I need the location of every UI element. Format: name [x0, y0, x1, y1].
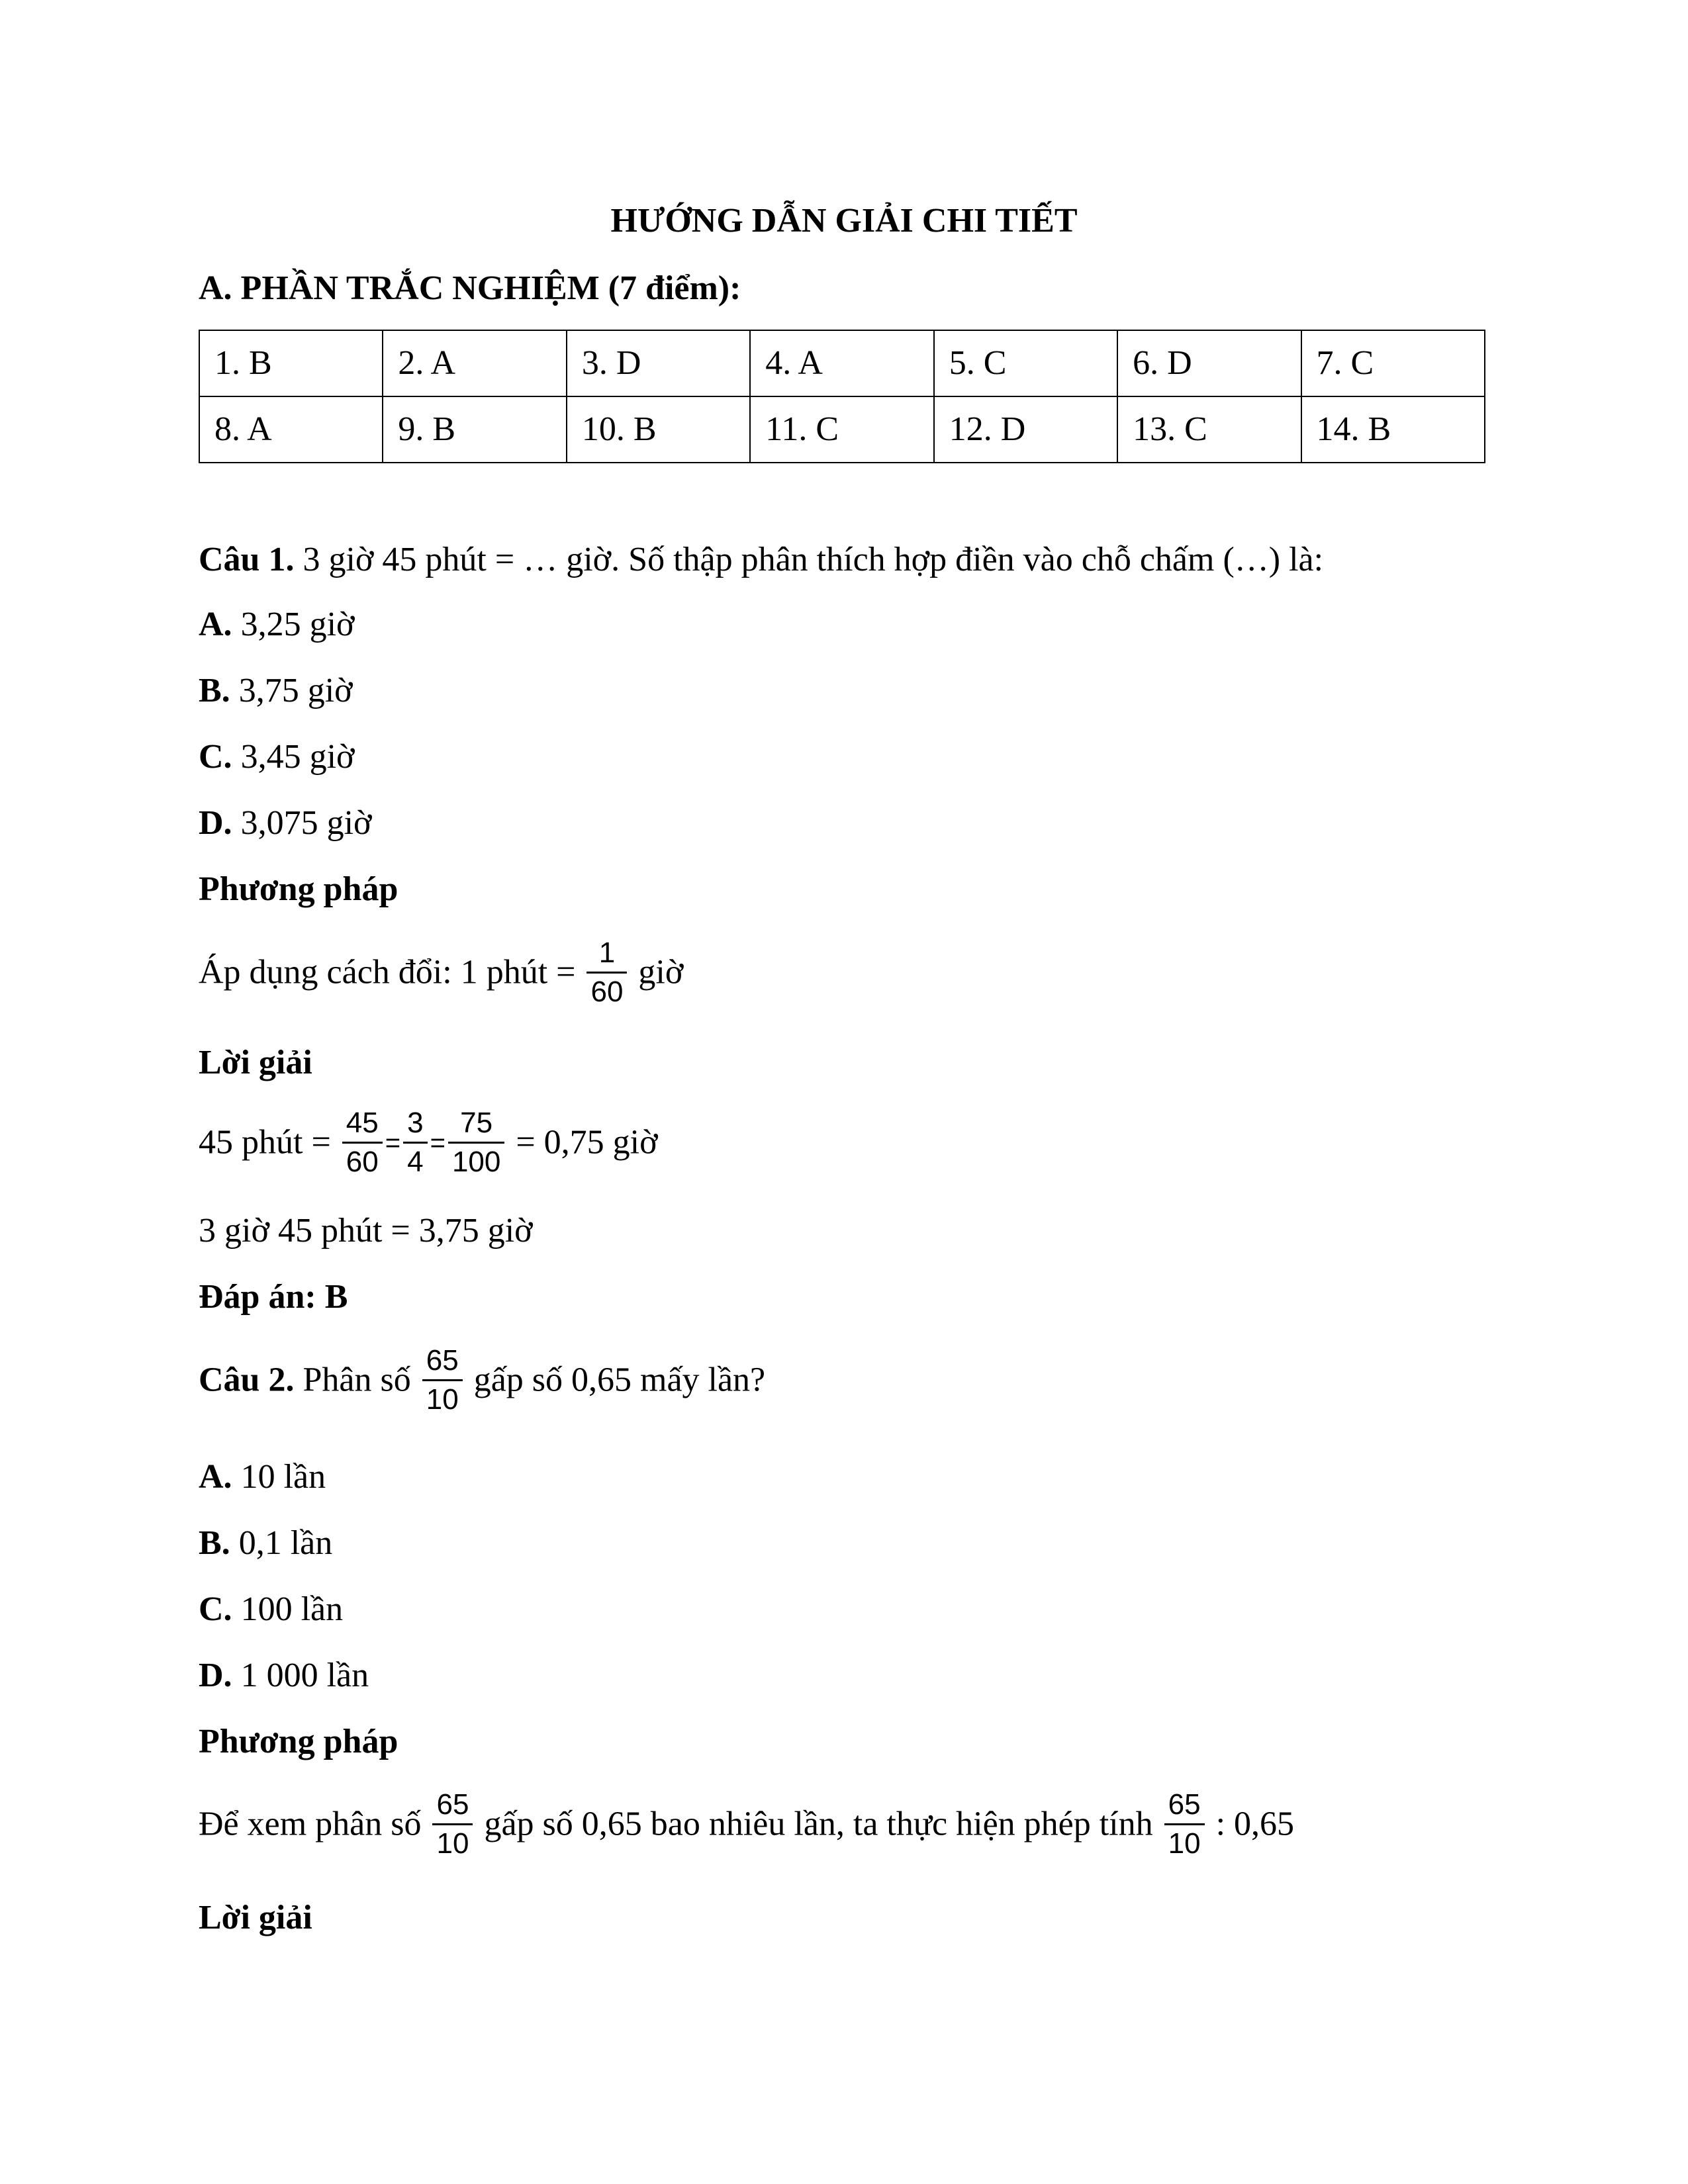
question-2-text: gấp số 0,65 mấy lần? — [473, 1361, 766, 1399]
table-cell: 2. A — [383, 330, 566, 396]
fraction — [403, 1109, 427, 1177]
page-title: HƯỚNG DẪN GIẢI CHI TIẾT — [610, 202, 1078, 240]
fraction-denominator: 10 — [436, 1827, 469, 1860]
table-cell: 14. B — [1301, 396, 1485, 463]
q1-option-b — [199, 674, 353, 708]
table-row — [199, 330, 1485, 396]
fraction-numerator: 45 — [342, 1109, 383, 1144]
option-letter: D. — [199, 1657, 232, 1694]
equals-sign: = — [430, 1128, 445, 1158]
option-text: 10 lần — [240, 1458, 326, 1496]
fraction-numerator: 65 — [422, 1346, 463, 1381]
question-2-label: Câu 2. — [199, 1361, 295, 1399]
table-cell: 7. C — [1301, 330, 1485, 396]
solution-text: 45 phút = — [199, 1123, 331, 1161]
question-1-label: Câu 1. — [199, 541, 295, 578]
q1-method-heading: Phương pháp — [199, 870, 399, 908]
option-letter: D. — [199, 804, 232, 842]
question-1 — [199, 543, 1323, 577]
fraction-numerator: 65 — [432, 1790, 473, 1825]
q1-method-line — [199, 938, 683, 1007]
option-letter: C. — [199, 1590, 232, 1628]
fraction — [422, 1346, 463, 1414]
table-cell: 12. D — [934, 396, 1117, 463]
q2-option-a — [199, 1460, 326, 1494]
q1-answer: Đáp án: B — [199, 1278, 348, 1316]
option-text: 3,075 giờ — [240, 804, 372, 842]
fraction — [448, 1109, 504, 1177]
fraction — [432, 1790, 473, 1858]
table-cell: 10. B — [567, 396, 750, 463]
q1-option-c — [199, 740, 355, 774]
solution-text: = 0,75 giờ — [516, 1123, 658, 1161]
method-text: giờ — [638, 953, 684, 991]
table-cell: 5. C — [934, 330, 1117, 396]
method-text: : 0,65 — [1215, 1805, 1295, 1843]
option-letter: B. — [199, 1524, 230, 1562]
q2-option-c — [199, 1592, 343, 1627]
answer-table — [199, 330, 1485, 463]
fraction-denominator: 4 — [407, 1146, 424, 1178]
fraction-numerator: 3 — [403, 1109, 427, 1144]
table-cell: 3. D — [567, 330, 750, 396]
table-row — [199, 396, 1485, 463]
equals-sign: = — [385, 1128, 401, 1158]
fraction-denominator: 60 — [590, 976, 624, 1008]
table-cell: 8. A — [199, 396, 383, 463]
fraction-numerator: 75 — [448, 1109, 504, 1144]
fraction-denominator: 100 — [451, 1146, 501, 1178]
option-text: 0,1 lần — [238, 1524, 333, 1562]
option-text: 3,75 giờ — [238, 672, 353, 709]
q2-option-d — [199, 1659, 369, 1693]
option-text: 100 lần — [240, 1590, 344, 1628]
option-letter: B. — [199, 672, 230, 709]
section-a-heading: A. PHẦN TRẮC NGHIỆM (7 điểm): — [199, 269, 741, 307]
fraction-denominator: 60 — [346, 1146, 379, 1178]
table-cell: 11. C — [750, 396, 933, 463]
option-letter: C. — [199, 738, 232, 776]
method-text: Để xem phân số — [199, 1805, 422, 1843]
option-letter: A. — [199, 1458, 232, 1496]
table-cell: 1. B — [199, 330, 383, 396]
fraction-numerator: 65 — [1164, 1790, 1205, 1825]
option-text: 1 000 lần — [240, 1657, 369, 1694]
option-text: 3,25 giờ — [240, 606, 355, 643]
q1-option-a — [199, 608, 355, 642]
question-2-text: Phân số — [303, 1361, 411, 1399]
table-cell: 6. D — [1117, 330, 1301, 396]
question-1-text: 3 giờ 45 phút = … giờ. Số thập phân thích hợp điền vào chỗ chấm (…) là: — [303, 541, 1324, 578]
method-text: gấp số 0,65 bao nhiêu lần, ta thực hiện phép tính — [484, 1805, 1153, 1843]
table-cell: 13. C — [1117, 396, 1301, 463]
q1-option-d — [199, 806, 372, 841]
fraction — [342, 1109, 383, 1177]
q1-solution-line-1 — [199, 1109, 658, 1177]
option-letter: A. — [199, 606, 232, 643]
fraction-denominator: 10 — [1168, 1827, 1201, 1860]
question-2 — [199, 1346, 765, 1414]
fraction-numerator: 1 — [586, 938, 627, 974]
method-text: Áp dụng cách đổi: 1 phút = — [199, 953, 576, 991]
table-cell: 9. B — [383, 396, 566, 463]
q1-solution-heading: Lời giải — [199, 1044, 312, 1081]
table-cell: 4. A — [750, 330, 933, 396]
fraction — [586, 938, 627, 1007]
option-text: 3,45 giờ — [240, 738, 355, 776]
fraction-denominator: 10 — [426, 1383, 459, 1416]
q2-method-line — [199, 1790, 1294, 1858]
q2-method-heading: Phương pháp — [199, 1723, 399, 1760]
q2-option-b — [199, 1526, 332, 1561]
fraction — [1164, 1790, 1205, 1858]
q2-solution-heading: Lời giải — [199, 1899, 312, 1936]
q1-solution-line-2: 3 giờ 45 phút = 3,75 giờ — [199, 1212, 533, 1250]
